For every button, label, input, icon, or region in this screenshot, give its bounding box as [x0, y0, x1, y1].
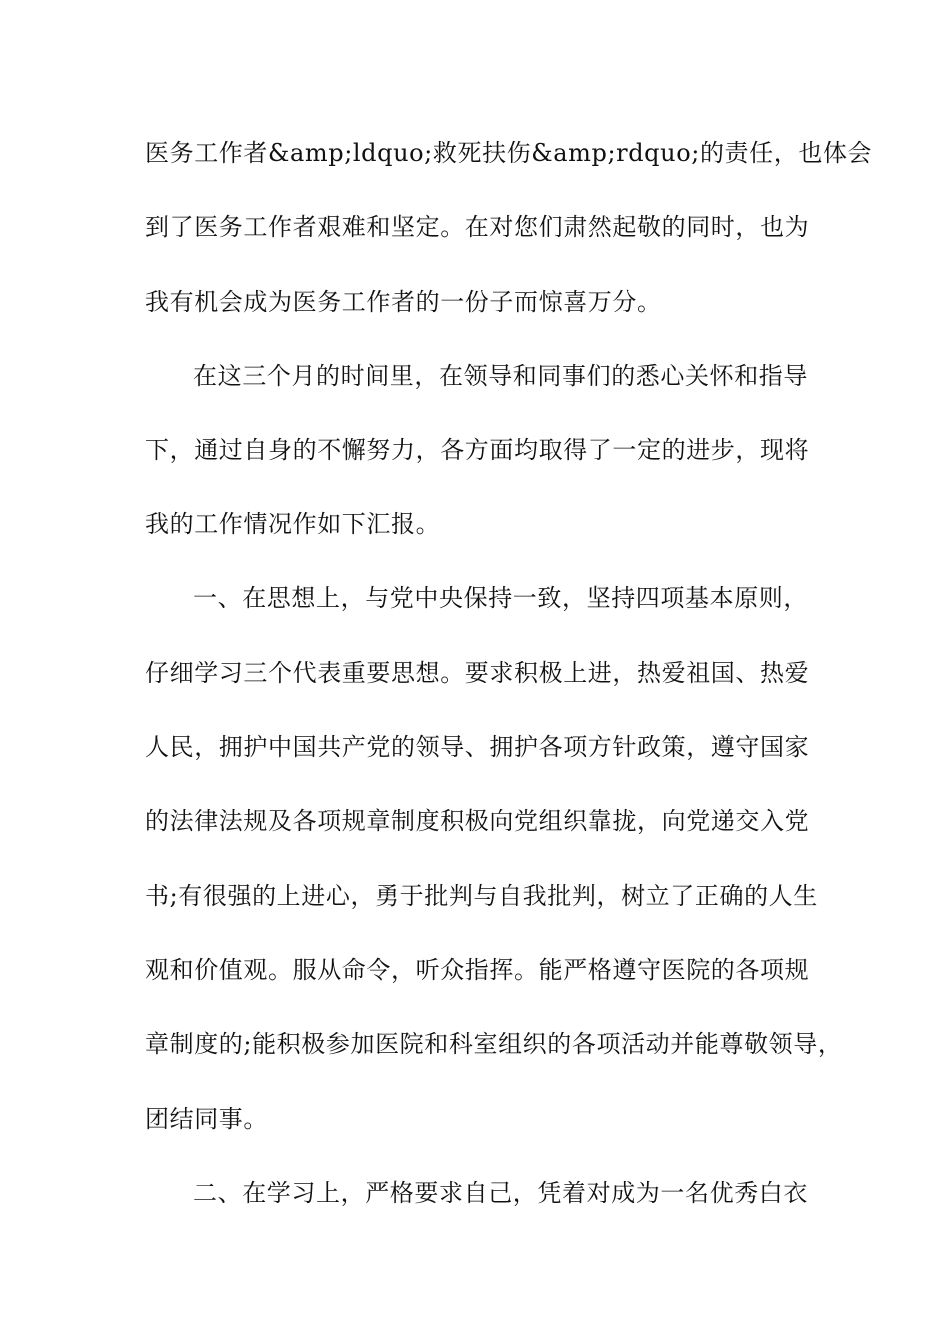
paragraph-3-line-5: 书;有很强的上进心，勇于批判与自我批判，树立了正确的人生: [145, 882, 818, 910]
paragraph-3-line-8: 团结同事。: [145, 1105, 268, 1133]
text-line-2: 到了医务工作者艰难和坚定。在对您们肃然起敬的同时，也为: [145, 213, 810, 241]
paragraph-2-line-1: 在这三个月的时间里，在领导和同事们的悉心关怀和指导: [193, 362, 808, 390]
paragraph-4-line-1: 二、在学习上，严格要求自己，凭着对成为一名优秀白衣: [193, 1179, 808, 1207]
paragraph-3-line-1: 一、在思想上，与党中央保持一致，坚持四项基本原则，: [193, 584, 808, 612]
paragraph-2-line-3: 我的工作情况作如下汇报。: [145, 510, 441, 538]
paragraph-3-line-4: 的法律法规及各项规章制度积极向党组织靠拢，向党递交入党: [145, 807, 810, 835]
text-line-3: 我有机会成为医务工作者的一份子而惊喜万分。: [145, 288, 662, 316]
paragraph-3-line-3: 人民，拥护中国共产党的领导、拥护各项方针政策，遵守国家: [145, 733, 810, 761]
paragraph-3-line-6: 观和价值观。服从命令，听众指挥。能严格遵守医院的各项规: [145, 956, 810, 984]
paragraph-3-line-7: 章制度的;能积极参加医院和科室组织的各项活动并能尊敬领导，: [145, 1030, 843, 1058]
paragraph-3-line-2: 仔细学习三个代表重要思想。要求积极上进，热爱祖国、热爱: [145, 659, 810, 687]
text-line-1: 医务工作者&amp;ldquo;救死扶伤&amp;rdquo;的责任，也体会: [145, 139, 873, 167]
paragraph-2-line-2: 下，通过自身的不懈努力，各方面均取得了一定的进步，现将: [145, 436, 810, 464]
